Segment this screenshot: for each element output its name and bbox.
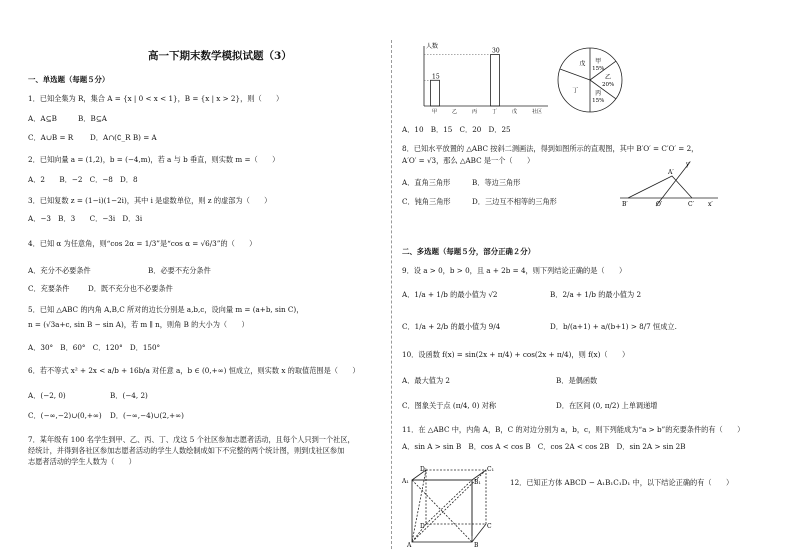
q2-options: A．2 B．−2 C．−8 D．8	[28, 175, 138, 184]
q1-option-d: D．A∩(∁_R B) = A	[90, 133, 157, 142]
q8-line1: 8．已知水平放置的 △ABC 按斜二测画法，得到如图所示的直观图，其中 B′O′ = C′O′ = 2，	[402, 144, 699, 153]
q10-option-a: A．最大值为 2	[402, 376, 450, 385]
q1-option-b: B．B⊆A	[78, 114, 107, 123]
pie-slice-label: 甲	[595, 57, 602, 65]
q5-line1: 5．已知 △ABC 的内角 A,B,C 所对的边长分别是 a,b,c，设向量 m = (a+b, sin C)，	[28, 305, 304, 314]
q11-options: A．sin A > sin B B．cos A < cos B C．cos 2A < cos 2B D．sin 2A > sin 2B	[402, 442, 686, 451]
q11-stem: 11．在 △ABC 中，内角 A，B，C 的对边分别为 a，b，c，则下列能成为“a > b”的充要条件的有（ ）	[402, 425, 745, 434]
q3-stem: 3．已知复数 z = (1−i)(1−2i)，其中 i 是虚数单位，则 z 的虚部为（ ）	[28, 196, 272, 205]
fig8-label-c: C′	[688, 201, 694, 208]
q10-stem: 10．设函数 f(x) = sin(2x + π/4) + cos(2x + π/4)，则 f(x)（ ）	[402, 350, 630, 359]
q10-option-c: C．图象关于点 (π/4, 0) 对称	[402, 401, 497, 410]
bar-category-label: 丁	[492, 109, 498, 115]
bar-category-label: 戊	[512, 109, 518, 115]
q7-options: A．10 B．15 C．20 D．25	[402, 125, 511, 134]
q6-option-c: C．(−∞,−2)∪(0,+∞)	[28, 411, 102, 420]
column-divider	[391, 40, 392, 549]
cube-diagonal	[426, 480, 472, 524]
q8-line2: A′O′ = √3，那么 △ABC 是一个（ ）	[402, 156, 535, 165]
cube-label-d: D	[420, 523, 425, 530]
section-multi-choice: 二、多选题（每题５分，部分正确２分）	[402, 247, 536, 256]
bar-丁	[491, 55, 500, 106]
pie-slice-label: 丁	[572, 87, 579, 95]
q3-options: A．−3 B．3 C．−3i D．3i	[28, 214, 143, 223]
cube-label-a1: A₁	[402, 478, 409, 485]
q6-option-b: B．(−4, 2)	[110, 391, 148, 400]
cube-diagram	[398, 466, 498, 548]
q9-stem: 9．设 a > 0，b > 0，且 a + 2b = 4，则下列结论正确的是（ ）	[402, 266, 627, 275]
q8-option-c: C．钝角三角形	[402, 197, 451, 206]
q4-option-c: C．充要条件	[28, 284, 70, 293]
pie-chart	[550, 40, 630, 120]
pie-slice-label: 丙	[595, 90, 602, 98]
fig8-label-y: y′	[686, 161, 691, 168]
q5-options: A．30° B．60° C．120° D．150°	[28, 343, 161, 352]
cube-label-c: C	[487, 523, 492, 530]
q9-option-c: C．1/a + 2/b 的最小值为 9/4	[402, 322, 501, 331]
q7-line1: 7．某年级有 100 名学生到甲、乙、丙、丁、戊这 5 个社区参加志愿者活动，且每个人只到一个社区，	[28, 435, 355, 444]
cube-label-c1: C₁	[487, 466, 494, 473]
cube-diagonal	[412, 480, 472, 542]
bar-category-label: 乙	[452, 109, 458, 115]
fig8-label-x: x′	[708, 201, 713, 208]
q1-option-a: A．A⊆B	[28, 114, 57, 123]
q6-option-a: A．(−2, 0)	[28, 391, 66, 400]
cube-label-d1: D₁	[420, 466, 428, 473]
bar-chart	[402, 40, 552, 116]
q6-option-d: D．(−∞,−4)∪(2,+∞)	[110, 411, 184, 420]
q9-option-b: B．2/a + 1/b 的最小值为 2	[550, 290, 642, 299]
q7-line2: 经统计，并得到各社区参加志愿者活动的学生人数绘制成如下不完整的两个统计图，则到戊社区参加	[28, 446, 345, 455]
q8-oblique-figure	[620, 158, 720, 208]
cube-label-a: A	[407, 542, 412, 548]
bar-value-label: 30	[492, 47, 500, 55]
q5-line2: n = (√3a+c, sin B − sin A)，若 m ∥ n，则角 B 的大小为（ ）	[28, 320, 249, 329]
q4-option-b: B．必要不充分条件	[148, 266, 211, 275]
q10-option-d: D．在区间 (0, π/2) 上单调递增	[556, 401, 658, 410]
q4-option-d: D．既不充分也不必要条件	[88, 284, 173, 293]
q1-stem: 1．已知全集为 R，集合 A = {x | 0 < x < 1}，B = {x | x > 2}，则（ ）	[28, 94, 284, 103]
q9-option-a: A．1/a + 1/b 的最小值为 √2	[402, 290, 498, 299]
bar-ylabel: 人数	[426, 43, 439, 50]
bar-category-label: 甲	[432, 109, 438, 115]
pie-slice-label: 乙	[605, 74, 612, 81]
q9-option-d: D．b/(a+1) + a/(b+1) > 8/7 恒成立.	[550, 322, 677, 331]
fig8-label-o: O′	[656, 201, 663, 208]
fig8-label-a: A′	[668, 169, 674, 176]
cube-label-b: B	[474, 542, 479, 548]
q1-option-c: C．A∪B = R	[28, 133, 74, 142]
cube-diagonal	[412, 470, 426, 542]
fig8-label-b: B′	[622, 201, 628, 208]
bar-category-label: 社区	[532, 109, 543, 115]
pie-slice-percent: 15%	[592, 65, 605, 72]
q2-stem: 2．已知向量 a = (1,2)，b = (−4,m)，若 a 与 b 垂直，则实数 m =（ ）	[28, 155, 280, 164]
q12-stem: 12．已知正方体 ABCD − A₁B₁C₁D₁ 中，以下结论正确的有（ ）	[510, 478, 734, 487]
pie-slice-percent: 20%	[602, 82, 615, 88]
q4-stem: 4．已知 α 为任意角，则“cos 2α = 1/3”是“cos α = √6/3”的（ ）	[28, 239, 257, 248]
bar-category-label: 丙	[472, 109, 478, 115]
section-single-choice: 一、单选题（每题５分）	[28, 75, 110, 84]
cube-label-b1: B₁	[474, 479, 481, 486]
cube-edge	[472, 524, 486, 542]
q8-option-d: D．三边互不相等的三角形	[472, 197, 557, 206]
bar-甲	[431, 80, 440, 106]
pie-slice-label: 戊	[579, 60, 586, 68]
q8-option-a: A．直角三角形	[402, 178, 451, 187]
page-title: 高一下期末数学模拟试题（3）	[148, 50, 292, 62]
pie-slice-percent: 15%	[592, 98, 605, 105]
q6-stem: 6．若不等式 x² + 2x < a/b + 16b/a 对任意 a，b ∈ (0,+∞) 恒成立，则实数 x 的取值范围是（ ）	[28, 366, 360, 375]
q8-option-b: B．等边三角形	[472, 178, 521, 187]
pie-slice-divider	[560, 69, 590, 80]
q7-line3: 志愿者活动的学生人数为（ ）	[28, 457, 136, 466]
triangle-abc	[628, 176, 692, 198]
q10-option-b: B．是偶函数	[556, 376, 598, 385]
q4-option-a: A．充分不必要条件	[28, 266, 91, 275]
bar-value-label: 15	[432, 73, 440, 81]
